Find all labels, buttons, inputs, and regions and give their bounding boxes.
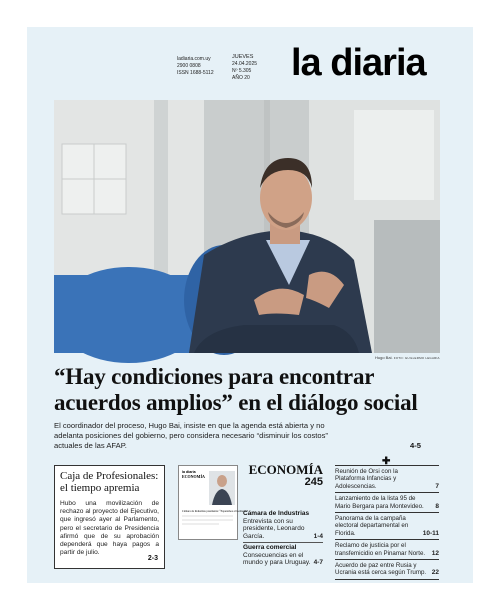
brief-text: Panorama de la campaña electoral departamental en Florida.: [335, 515, 409, 537]
newspaper-front-page: [27, 27, 473, 583]
cover-section: ECONOMÍA: [182, 474, 205, 479]
economia-item-pages: 1-4: [313, 532, 323, 540]
economia-item[interactable]: [243, 510, 323, 540]
brief-item[interactable]: [335, 540, 439, 560]
photo-caption: [375, 355, 440, 360]
masthead-day: JUEVES: [232, 54, 254, 60]
economia-item-text: Consecuencias en el mundo y para Uruguay.: [243, 551, 311, 567]
interview-photo: [54, 100, 440, 353]
brief-item[interactable]: [335, 560, 439, 580]
economia-item-text: Entrevista con su presidente, Leonardo García.: [243, 517, 305, 540]
masthead-edition: [232, 54, 257, 82]
lede-text: El coordinador del proceso, Hugo Bai, insiste en que la agenda está abierta y no adelanta posiciones del gobierno, pero considera necesario “disminuir los costos” actuales de las AFAP.: [54, 421, 328, 450]
cover-brand: la diaria: [182, 470, 196, 474]
masthead-site[interactable]: ladiaria.com.uy: [177, 56, 211, 62]
brief-page: 22: [431, 569, 439, 577]
brief-item[interactable]: [335, 513, 439, 540]
box-body: Hubo una movilización de rechazo al proyecto del Ejecutivo, que ingresó ayer al Parlamento, pero el secretario de Presidencia afirmó que de su aprobación dependerá que haya pagos a partir de julio.: [60, 500, 159, 557]
brief-text: Reunión de Orsi con la Plataforma Infancias y Adolescencias.: [335, 468, 398, 490]
lead-photo: [54, 100, 440, 353]
lede-pages: 4-5: [410, 441, 421, 450]
brief-item[interactable]: [335, 493, 439, 513]
economia-item[interactable]: [243, 544, 323, 567]
brief-text: Acuerdo de paz entre Rusia y Ucrania está cerca según Trump.: [335, 562, 427, 577]
briefs-list: [335, 465, 439, 580]
brief-page: 7: [435, 482, 439, 490]
brief-page: 10-11: [422, 529, 439, 537]
brief-text: Lanzamiento de la lista 95 de Mario Bergara para Montevideo.: [335, 495, 424, 510]
brief-item[interactable]: [335, 466, 439, 493]
masthead-phone: 2900 0808: [177, 63, 201, 69]
masthead-issue: Nº 5.305: [232, 68, 252, 74]
economia-cover-thumbnail[interactable]: [178, 465, 249, 540]
masthead-date: 24.04.2025: [232, 61, 258, 67]
cover-text: Cámara de Industrias presidente: “Esperamos al Gobierno”: [182, 510, 249, 513]
box-pages: 2-3: [147, 555, 158, 562]
economia-title[interactable]: ECONOMÍA: [248, 462, 323, 477]
plus-icon: ✚: [382, 456, 391, 467]
brief-page: 8: [435, 502, 439, 510]
masthead-issn: ISSN 1688-5112: [177, 70, 214, 76]
caja-profesionales-box[interactable]: [54, 465, 165, 569]
masthead-year: AÑO 20: [232, 75, 250, 81]
brief-page: 12: [431, 549, 439, 557]
cover-image: [179, 466, 249, 539]
economia-number: 245: [304, 476, 323, 488]
economia-item-pages: 4-7: [313, 559, 323, 567]
caption-credit: FOTO: GUILLERMO LEGARIA: [393, 356, 440, 360]
box-title: Caja de Profesionales: el tiempo apremia: [60, 470, 159, 494]
brief-text: Reclamo de justicia por el transfemicidio en Pinamar Norte.: [335, 542, 426, 557]
masthead-info: [177, 56, 214, 77]
economia-item-head: Cámara de Industrias: [243, 510, 310, 517]
economia-item-head: Guerra comercial: [243, 544, 297, 551]
divider: [243, 542, 323, 543]
newspaper-logo: la diaria: [291, 42, 426, 84]
main-headline[interactable]: “Hay condiciones para encontrar acuerdos amplios” en el diálogo social: [54, 364, 418, 415]
caption-name: Hugo Bai.: [375, 355, 393, 360]
